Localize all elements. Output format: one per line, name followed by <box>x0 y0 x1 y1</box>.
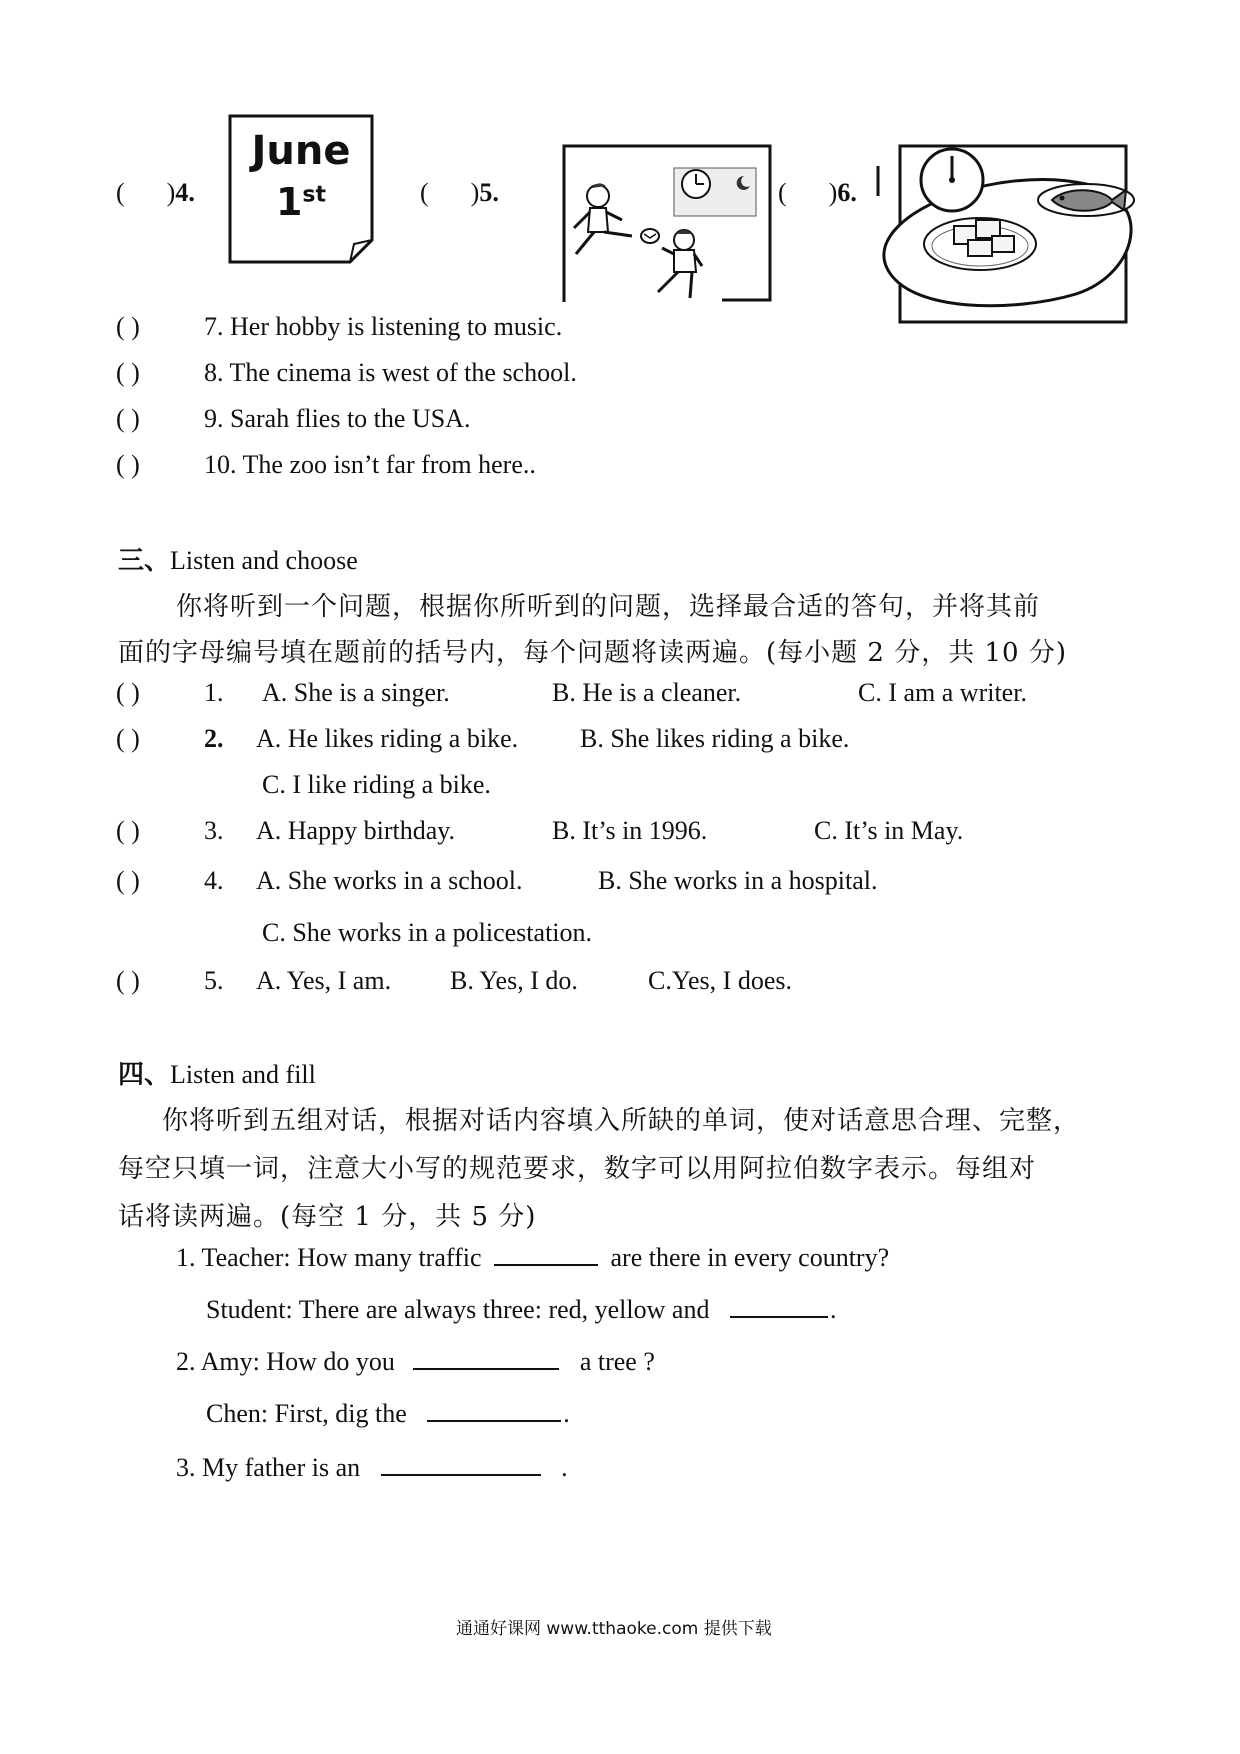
fill-question-2b: Chen: First, dig the . <box>206 1399 570 1428</box>
section4-heading: 四、Listen and fill <box>118 1060 316 1090</box>
statement-10: ( ) 10. The zoo isn’t far from here.. <box>116 450 536 479</box>
q4-label: ( )4. <box>116 178 195 207</box>
fill-question-1a: 1. Teacher: How many traffic are there in every country? <box>176 1243 890 1272</box>
answer-blank[interactable] <box>427 1398 561 1422</box>
choice-question-2-c: C. I like riding a bike. <box>262 770 491 799</box>
section4-instruction: 你将听到五组对话，根据对话内容填入所缺的单词，使对话意思合理、完整， <box>162 1106 1081 1136</box>
choice-question-1: ( ) 1. A. She is a singer. B. He is a cleaner. C. I am a writer. <box>116 678 1027 707</box>
fill-question-2a: 2. Amy: How do you a tree ? <box>176 1347 655 1376</box>
section3-instruction-cont: 面的字母编号填在题前的括号内，每个问题将读两遍。(每小题 2 分，共 10 分) <box>118 638 1067 668</box>
choice-question-4: ( ) 4. A. She works in a school. B. She works in a hospital. <box>116 866 878 895</box>
q5-label: ( )5. <box>420 178 499 207</box>
calendar-day: 1 <box>275 180 303 224</box>
answer-blank[interactable] <box>413 1346 559 1370</box>
answer-blank[interactable] <box>494 1242 598 1266</box>
section3-heading: 三、Listen and choose <box>118 546 358 576</box>
footer-source: 通通好课网 www.tthaoke.com 提供下载 <box>456 1619 772 1639</box>
choice-question-2: ( ) 2. A. He likes riding a bike. B. She likes riding a bike. <box>116 724 850 753</box>
calendar-month: June <box>251 128 351 174</box>
section4-instruction-end: 话将读两遍。(每空 1 分，共 5 分) <box>118 1202 537 1232</box>
section3-instruction: 你将听到一个问题，根据你所听到的问题，选择最合适的答句，并将其前 <box>176 592 1041 622</box>
statement-8: ( ) 8. The cinema is west of the school. <box>116 358 577 387</box>
football-picture <box>562 144 772 302</box>
choice-question-5: ( ) 5. A. Yes, I am. B. Yes, I do. C.Yes, I does. <box>116 966 792 995</box>
choice-question-4-c: C. She works in a policestation. <box>262 918 593 947</box>
statement-7: ( ) 7. Her hobby is listening to music. <box>116 312 563 341</box>
q6-label: ( )6. <box>778 178 857 207</box>
choice-question-3: ( ) 3. A. Happy birthday. B. It’s in 1996. C. It’s in May. <box>116 816 964 845</box>
statement-9: ( ) 9. Sarah flies to the USA. <box>116 404 471 433</box>
section4-instruction-cont: 每空只填一词，注意大小写的规范要求，数字可以用阿拉伯数字表示。每组对 <box>118 1154 1037 1184</box>
calendar-suffix: st <box>302 182 327 208</box>
fill-question-3: 3. My father is an . <box>176 1453 568 1482</box>
meal-picture <box>876 144 1142 326</box>
answer-blank[interactable] <box>730 1294 828 1318</box>
answer-blank[interactable] <box>381 1452 541 1476</box>
fill-question-1b: Student: There are always three: red, yellow and . <box>206 1295 837 1324</box>
calendar-picture <box>228 114 374 264</box>
